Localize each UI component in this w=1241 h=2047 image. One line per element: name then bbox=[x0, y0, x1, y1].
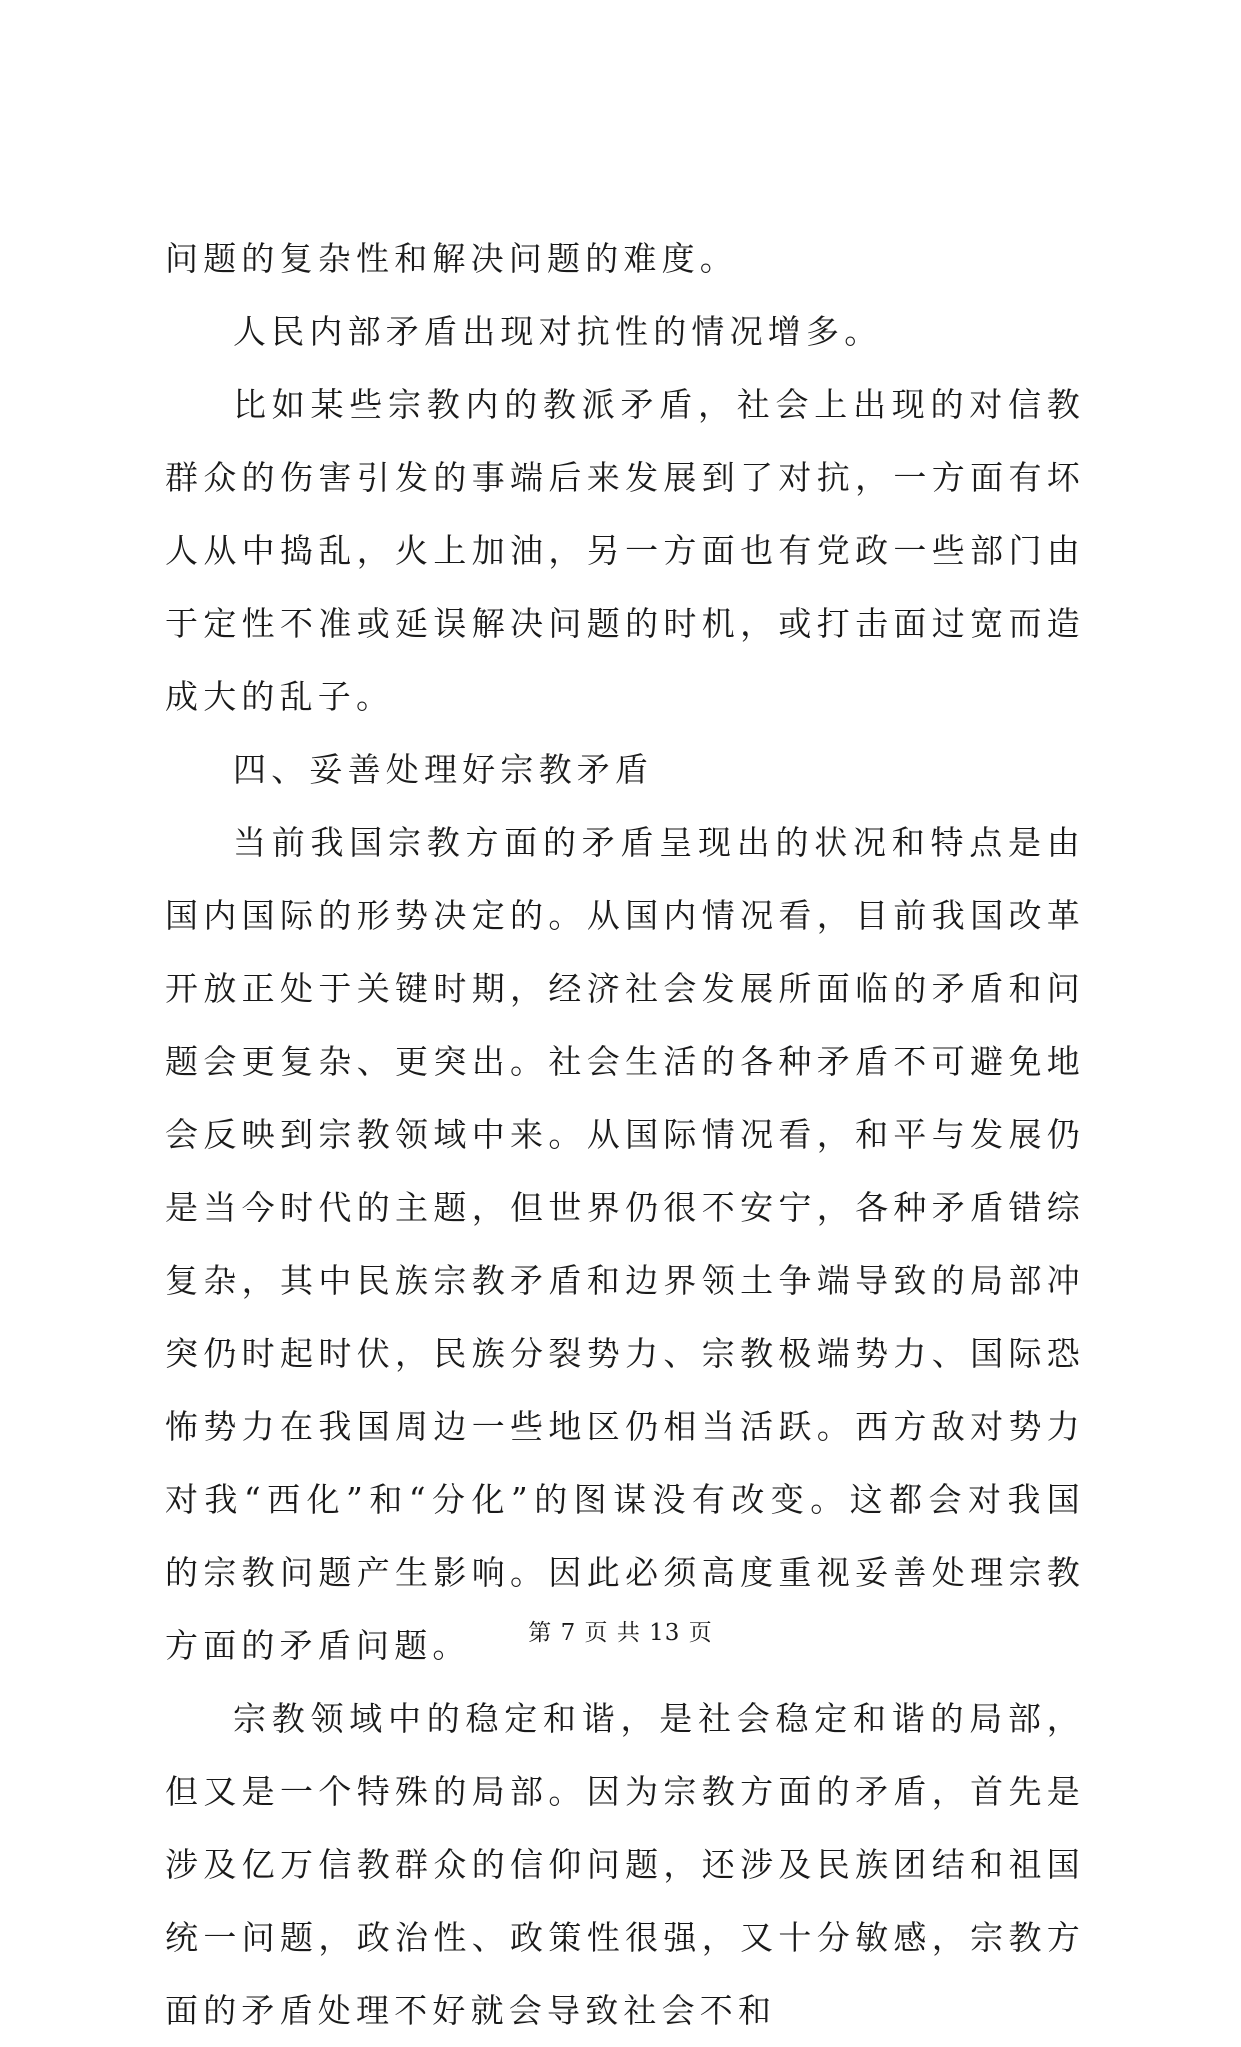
page-footer: 第 7 页 共 13 页 bbox=[528, 1620, 713, 1646]
document-body bbox=[165, 222, 1085, 2047]
paragraph: 当前我国宗教方面的矛盾呈现出的状况和特点是由国内国际的形势决定的。从国内情况看，目前我国改革开放正处于关键时期，经济社会发展所面临的矛盾和问题会更复杂、更突出。社会生活的各种矛盾不可避免地会反映到宗教领域中来。从国际情况看，和平与发展仍是当今时代的主题，但世界仍很不安宁，各种矛盾错综复杂，其中民族宗教矛盾和边界领土争端导致的局部冲突仍时起时伏，民族分裂势力、宗教极端势力、国际恐怖势力在我国周边一些地区仍相当活跃。西方敌对势力对我“西化”和“分化”的图谋没有改变。这都会对我国的宗教问题产生影响。因此必须高度重视妥善处理宗教方面的矛盾问题。 bbox=[165, 823, 1085, 1665]
paragraph: 人民内部矛盾出现对抗性的情况增多。 bbox=[233, 312, 883, 351]
paragraph-continuation: 问题的复杂性和解决问题的难度。 bbox=[165, 239, 738, 278]
paragraph: 宗教领域中的稳定和谐，是社会稳定和谐的局部，但又是一个特殊的局部。因为宗教方面的矛盾，首先是涉及亿万信教群众的信仰问题，还涉及民族团结和祖国统一问题，政治性、政策性很强，又十分敏感，宗教方面的矛盾处理不好就会导致社会不和 bbox=[165, 1699, 1085, 2030]
paragraph: 比如某些宗教内的教派矛盾，社会上出现的对信教群众的伤害引发的事端后来发展到了对抗，一方面有坏人从中捣乱，火上加油，另一方面也有党政一些部门由于定性不准或延误解决问题的时机，或打击面过宽而造成大的乱子。 bbox=[165, 385, 1085, 716]
section-heading: 四、妥善处理好宗教矛盾 bbox=[233, 750, 654, 789]
